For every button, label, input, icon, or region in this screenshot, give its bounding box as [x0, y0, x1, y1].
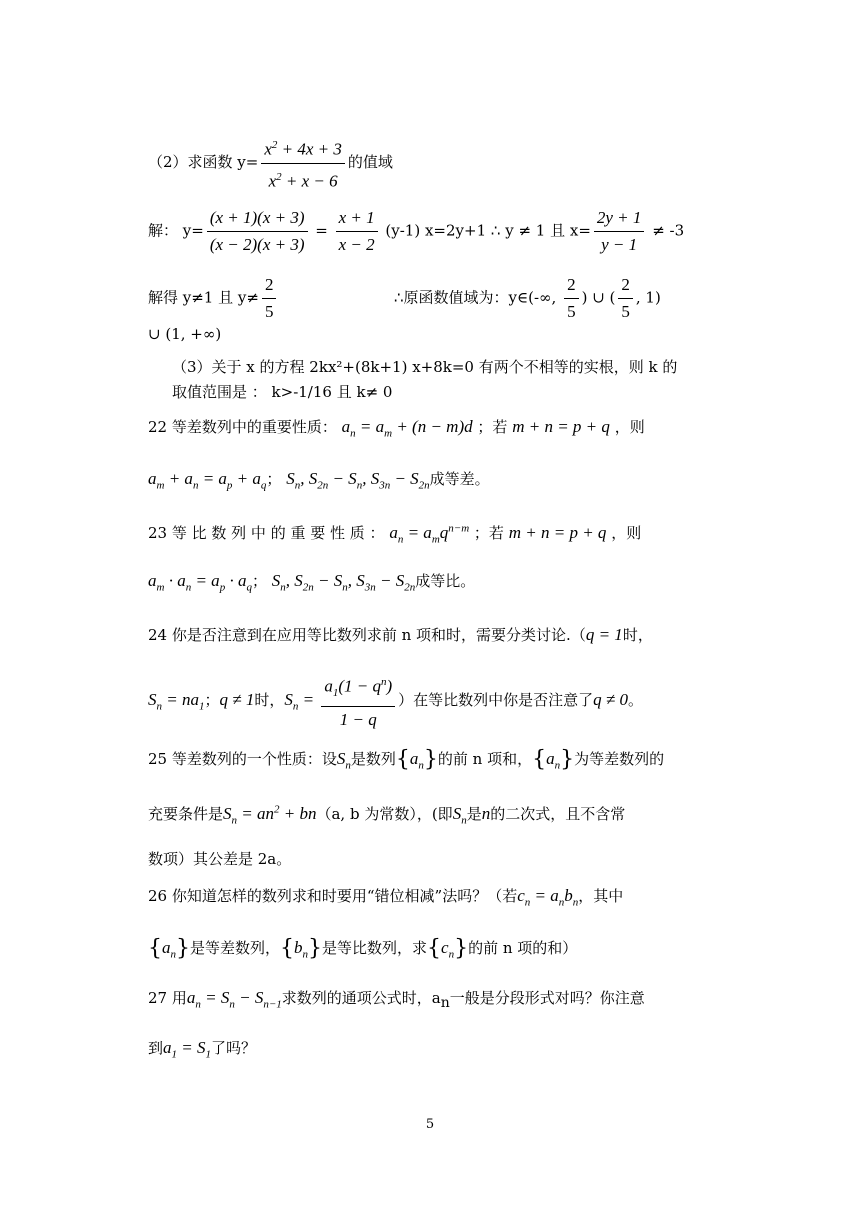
para-25-line-1 [148, 747, 664, 772]
p27-c: 一般是分段形式对吗？你注意 [449, 989, 645, 1007]
p27-e: 了吗？ [211, 1039, 257, 1057]
p25-sn-2: $S_n$ [452, 804, 467, 827]
p27-a: 27 用 [148, 989, 187, 1007]
para-25-line-3: 数项）其公差是 2a。 [148, 850, 292, 868]
p26-d: 是等比数列，求 [322, 939, 428, 957]
p24-formula-sn1: $S_n = na_1$ [148, 690, 205, 713]
p25-e: 充要条件是 [148, 805, 224, 823]
para-24-line-2 [148, 672, 643, 730]
p24-d: 。 [628, 691, 644, 710]
p25-an-2: $\{a_n\}$ [532, 747, 575, 772]
para-26-line-1 [148, 885, 623, 908]
p26-formula: $c_n = a_nb_n$ [517, 886, 579, 909]
para-24-line-1 [148, 624, 653, 645]
para-27-line-1: 27 用$a_n = S_n - S_{n-1}$求数列的通项公式时，$a_n$一般是分段形式对吗？你注意 [148, 988, 645, 1011]
res-fraction-2: $\frac{2}{5}$ [564, 275, 579, 322]
p23-formula-1: $a_n = a_mq^{n-m}$ [389, 522, 470, 546]
sol-mid: (y-1) x=2y+1 ∴ y ≠ 1 且 x= [380, 221, 591, 240]
res-mid2: ) ∪ ( [581, 288, 616, 307]
result-line [148, 275, 661, 322]
p25-sn: $S_n$ [336, 749, 351, 772]
p25-b: 是数列 [350, 750, 396, 768]
para-27-line-2 [148, 1037, 256, 1060]
p24-fraction: $\frac{a_1(1 - q^n)}{1 - q}$ [321, 672, 395, 730]
res-prefix: 解得 y≠1 且 y≠ [148, 288, 259, 307]
p23-end: ，则 [611, 524, 642, 542]
para-22-line-2: $a_m + a_n = a_p + a_q$； $S_n$, $S_{2n} - S_n$, $S_{3n} - S_{2n}$成等差。 [148, 469, 490, 492]
p24-line1-end: 时， [622, 626, 653, 644]
para-26-line-2 [148, 936, 577, 961]
sol-prefix: 解： y= [148, 221, 204, 240]
p22-mid: ；若 [477, 418, 508, 436]
p23-cont: 成等比。 [415, 572, 476, 590]
p26-an: $\{a_n\}$ [148, 936, 190, 961]
res-mid: ∴原函数值域为：y∈(-∞, [394, 288, 562, 307]
p26-b: ，其中 [578, 887, 624, 905]
p25-d: 为等差数列的 [574, 750, 665, 768]
q3-line-1: （3）关于 x 的方程 2kx²+(8k+1) x+8k=0 有两个不相等的实根，则 k 的 [172, 358, 678, 376]
p22-end: ，则 [614, 418, 645, 436]
res-end: , 1) [635, 288, 661, 307]
p23-formula-3: $a_m \cdot a_n = a_p \cdot a_q$ [148, 571, 252, 594]
p23-prefix: 23 等 比 数 列 中 的 重 要 性 质 ： [148, 524, 385, 542]
p22-formula-1: $a_n = a_m + (n - m)d$ [341, 417, 473, 440]
q2-fraction: $\frac{x^2 + 4x + 3}{x^2 + x - 6}$ [261, 135, 345, 191]
q2-prefix: （2）求函数 y= [148, 153, 259, 172]
p24-a: ； [204, 691, 220, 710]
p22-prefix: 22 等差数列中的重要性质： [148, 418, 337, 436]
p25-a: 25 等差数列的一个性质：设 [148, 750, 337, 768]
p25-n: n [481, 804, 491, 823]
p24-formula-qne1: q ≠ 1 [219, 690, 255, 710]
p25-an-1: $\{a_n\}$ [395, 747, 438, 772]
p24-formula-qne0: q ≠ 0 [593, 690, 629, 710]
p24-formula-sn2: $S_n$ = [284, 690, 319, 713]
p26-a: 26 你知道怎样的数列求和时要用“错位相减”法吗？（若 [148, 887, 518, 905]
p27-b: 求数列的通项公式时，a [281, 989, 441, 1007]
p25-f: （a, b 为常数），(即 [316, 805, 453, 823]
p27-formula-2: $a_1 = S_1$ [163, 1038, 211, 1061]
p26-e: 的前 n 项的和） [468, 939, 578, 957]
sol-end: ≠ -3 [647, 221, 685, 240]
p24-c: ）在等比数列中你是否注意了 [398, 691, 594, 710]
res-fraction-3: $\frac{2}{5}$ [618, 275, 633, 322]
p26-bn: $\{b_n\}$ [280, 936, 323, 961]
p25-g: 是 [466, 805, 482, 823]
p22-cont: 成等差。 [429, 470, 490, 488]
para-23-line-1 [148, 522, 641, 545]
p24-b: 时， [254, 691, 285, 710]
p25-formula: $S_n = an^2$ + bn [223, 803, 317, 827]
q3-line-2: 取值范围是 ： k>-1/16 且 k≠ 0 [172, 383, 393, 401]
p23-formula-4: $S_n$, $S_{2n} - S_n$, $S_{3n} - S_{2n}$ [271, 571, 416, 594]
p22-formula-3: $a_m + a_n = a_p + a_q$ [148, 469, 267, 492]
p22-formula-4: $S_n$, $S_{2n} - S_n$, $S_{3n} - S_{2n}$ [286, 469, 430, 492]
result-continuation: ∪ (1, +∞) [148, 325, 222, 343]
sol-fraction-2: $\frac{x + 1}{x - 2}$ [336, 208, 378, 255]
sol-fraction-3: $\frac{2y + 1}{y - 1}$ [594, 208, 645, 255]
q2-line [148, 135, 393, 191]
p24-line1: 24 你是否注意到在应用等比数列求前 n 项和时，需要分类讨论.（ [148, 626, 586, 644]
p26-c: 是等差数列， [190, 939, 281, 957]
para-22-line-1 [148, 416, 645, 439]
para-25-line-2 [148, 803, 625, 826]
q2-suffix: 的值域 [347, 153, 393, 172]
p27-formula: $a_n = S_n - S_{n-1}$ [186, 988, 282, 1011]
para-23-line-2: $a_m \cdot a_n = a_p \cdot a_q$； $S_n$, $S_{2n} - S_n$, $S_{3n} - S_{2n}$成等比。 [148, 571, 476, 594]
p24-formula-q1: q = 1 [585, 625, 623, 644]
p27-d: 到 [148, 1039, 164, 1057]
p26-cn: $\{c_n\}$ [427, 936, 469, 961]
p23-formula-2: m + n = p + q [508, 523, 607, 542]
solution-line [148, 208, 684, 255]
p25-h: 的二次式，且不含常 [490, 805, 626, 823]
p22-formula-2: m + n = p + q [512, 417, 610, 436]
p25-c: 的前 n 项和， [437, 750, 533, 768]
page-number: 5 [425, 1117, 435, 1132]
sol-fraction-1: $\frac{(x + 1)(x + 3)}{(x - 2)(x + 3)}$ [207, 208, 308, 255]
res-fraction-1: $\frac{2}{5}$ [262, 275, 277, 322]
p23-mid: ；若 [473, 524, 504, 542]
sol-eq: = [310, 221, 333, 240]
